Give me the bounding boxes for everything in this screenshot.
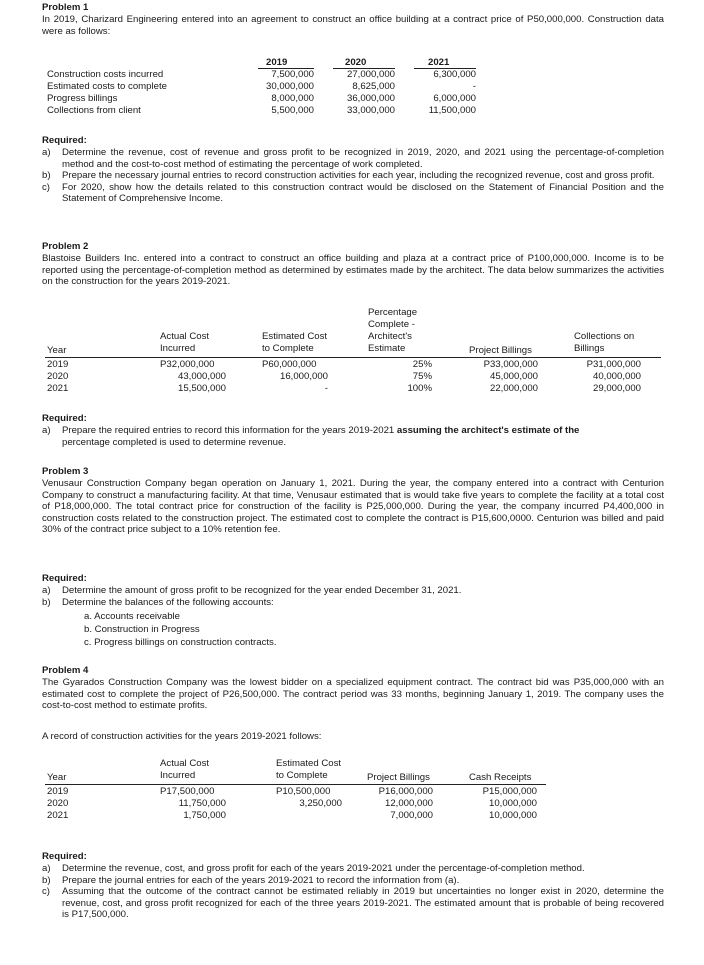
p1-year-2019: 2019 [266,57,288,68]
required-item [42,425,664,448]
p2-header: Year [47,345,67,356]
problem-2-title: Problem 2 [42,241,89,252]
p2-header: Actual Cost [160,331,210,342]
p3-sub-item: a. Accounts receivable [84,611,180,622]
required-item [42,585,664,597]
p2-cell: 100% [407,383,432,394]
p1-row-label: Progress billings [47,93,118,104]
item-marker: c) [42,181,50,193]
p1-cell: 8,625,000 [352,81,395,92]
p2-header: Billings [574,343,605,354]
item-marker: a) [42,425,51,436]
p1-row-label: Collections from client [47,105,141,116]
item-marker: b) [42,596,51,608]
p4-header: Cash Receipts [469,772,532,783]
p2-header: Architect's [368,331,412,342]
p4-header: Actual Cost [160,758,210,769]
p2-header: Incurred [160,343,196,354]
p4-cell: 2021 [47,810,69,821]
p1-cell: 11,500,000 [428,105,476,116]
problem-2-intro: Blastoise Builders Inc. entered into a contract to construct an office building and plaza at a contract price of P100,000,000. Income is to be reported using the percentage-of-completion method as determined by estimates made by the architect. The data below summarizes the activities on the construction for the years 2019-2021. [42,253,664,288]
p4-cell: 1,750,000 [183,810,226,821]
p1-year-2021: 2021 [428,57,450,68]
problem-4-record-line: A record of construction activities for the years 2019-2021 follows: [42,731,322,742]
p2-cell: 15,500,000 [177,383,226,394]
p4-cell: 10,000,000 [488,798,537,809]
p1-cell: 30,000,000 [265,81,314,92]
required-item [42,147,664,170]
item-text: Determine the balances of the following accounts: [62,596,274,608]
item-text-continued: percentage completed is used to determine revenue. [62,436,286,448]
item-text [62,425,664,448]
p4-cell: P16,000,000 [378,786,433,797]
problem-1-intro: In 2019, Charizard Engineering entered into an agreement to construct an office building at a contract price of P50,000,000. Construction data were as follows: [42,14,664,37]
p2-header: Estimated Cost [262,331,328,342]
p2-header: Project Billings [469,345,532,356]
required-item [42,875,664,887]
required-item [42,182,664,205]
p2-cell: 29,000,000 [592,383,641,394]
p4-cell: 11,750,000 [178,798,226,809]
p4-header: Estimated Cost [276,758,342,769]
problem-4-required-list [42,863,664,921]
p3-sub-item: b. Construction in Progress [84,624,200,635]
p2-header: Percentage [368,307,418,318]
p2-cell: 40,000,000 [592,371,641,382]
p4-cell: 12,000,000 [384,798,433,809]
p1-cell: 6,000,000 [433,93,476,104]
problem-1-title: Problem 1 [42,2,89,13]
problem-4-intro: The Gyarados Construction Company was the lowest bidder on a specialized equipment contract. The contract bid was P35,000,000 with an estimated cost to complete the project of P26,500,000. The contract period was 33 months, beginning January 1, 2019. The company uses the cost-to-cost method to estimate profits. [42,677,664,712]
p1-year-2020: 2020 [345,57,367,68]
p2-cell: 22,000,000 [489,383,538,394]
p4-header: Year [47,772,67,783]
problem-3-required-label: Required: [42,573,87,584]
problem-1-required-label: Required: [42,135,87,146]
p4-cell: 2020 [47,798,69,809]
problem-2-required-label: Required: [42,413,87,424]
p3-sub-item: c. Progress billings on construction contracts. [84,637,277,648]
p1-cell: 27,000,000 [346,69,395,80]
p2-header: Collections on [574,331,635,342]
item-text-bold: assuming the architect's estimate of the [396,425,580,436]
p4-cell: 2019 [47,786,69,797]
p4-cell: 10,000,000 [488,810,537,821]
problem-2-required-list [42,425,664,448]
p4-cell: 3,250,000 [299,798,342,809]
p2-cell: 43,000,000 [177,371,226,382]
p4-header-rule [45,784,546,785]
p4-cell: P17,500,000 [160,786,215,797]
p4-header: Incurred [160,770,196,781]
p1-row-label: Construction costs incurred [47,69,164,80]
p4-cell: P10,500,000 [276,786,331,797]
p2-cell: 16,000,000 [279,371,328,382]
p2-header-rule [45,357,661,358]
p1-cell: 5,500,000 [271,105,314,116]
p2-cell: P31,000,000 [586,359,641,370]
p4-cell: 7,000,000 [390,810,433,821]
p2-cell: 75% [412,371,432,382]
problem-3-required-list [42,585,664,608]
problem-4-title: Problem 4 [42,665,89,676]
item-text: For 2020, show how the details related to this construction contract would be disclosed on the Statement of Financial Position and the Statement of Comprehensive Income. [62,181,664,205]
p1-cell: 36,000,000 [346,93,395,104]
p2-header: Complete - [368,319,415,330]
p4-cell: P15,000,000 [482,786,537,797]
p2-cell: 2020 [47,371,69,382]
p2-cell: P32,000,000 [160,359,215,370]
item-text: Prepare the journal entries for each of the years 2019-2021 to record the information from (a). [62,874,460,886]
p1-cell: 33,000,000 [346,105,395,116]
p2-cell: 45,000,000 [489,371,538,382]
p2-cell: 25% [412,359,432,370]
problem-3-title: Problem 3 [42,466,89,477]
item-marker: a) [42,147,51,158]
item-marker: a) [42,585,51,596]
item-text: Determine the revenue, cost of revenue and gross profit to be recognized in 2019, 2020, and 2021 using the percentage-of-completion method and the cost-to-cost method of estimating the percentage of work completed. [62,147,664,170]
item-text-plain: Prepare the required entries to record this information for the years 2019-2021 [62,425,397,436]
problem-4-required-label: Required: [42,851,87,862]
item-text: Determine the amount of gross profit to be recognized for the year ended December 31, 2021. [62,585,462,596]
required-item [42,886,664,921]
item-marker: b) [42,170,51,182]
required-item [42,863,664,875]
p1-cell: 8,000,000 [271,93,314,104]
item-marker: a) [42,863,51,874]
item-text: Prepare the necessary journal entries to record construction activities for each year, including the recognized revenue, cost and gross profit. [62,170,655,182]
p1-row-label: Estimated costs to complete [47,81,167,92]
p4-header: to Complete [276,770,328,781]
p2-cell: 2019 [47,359,69,370]
p2-cell: 2021 [47,383,69,394]
required-item [42,170,664,182]
item-text: Determine the revenue, cost, and gross profit for each of the years 2019-2021 under the percentage-of-completion method. [62,863,585,874]
p1-cell: - [472,81,476,92]
problem-3-intro: Venusaur Construction Company began operation on January 1, 2021. During the year, the company entered into a contract with Centurion Company to construct a manufacturing facility. At that time, Venusaur estimated that is would take five years to complete the facility at a total cost of P18,000,000. The total contract price for construction of the facility is P25,000,000. During the year, the company incurred P4,400,000 in construction costs related to the construction project. The estimated cost to complete the contract is P15,600,0000. Centurion was billed and paid 30% of the contract price subject to a 10% retention fee. [42,478,664,536]
problem-1-required-list [42,147,664,205]
p2-cell: P33,000,000 [483,359,538,370]
item-marker: c) [42,886,50,898]
p1-cell: 7,500,000 [271,69,314,80]
p2-cell: - [324,383,328,394]
p4-header: Project Billings [367,772,430,783]
p2-header: to Complete [262,343,314,354]
item-marker: b) [42,874,51,886]
required-item [42,597,664,609]
p1-cell: 6,300,000 [433,69,476,80]
item-text: Assuming that the outcome of the contract cannot be estimated reliably in 2019 but uncertainties no longer exist in 2020, determine the revenue, cost, and gross profit recognized for each of the three years 2019-2021. The estimated amount that is probable of being recovered is P17,500,000. [62,886,664,921]
p2-header: Estimate [368,343,406,354]
p2-cell: P60,000,000 [262,359,317,370]
